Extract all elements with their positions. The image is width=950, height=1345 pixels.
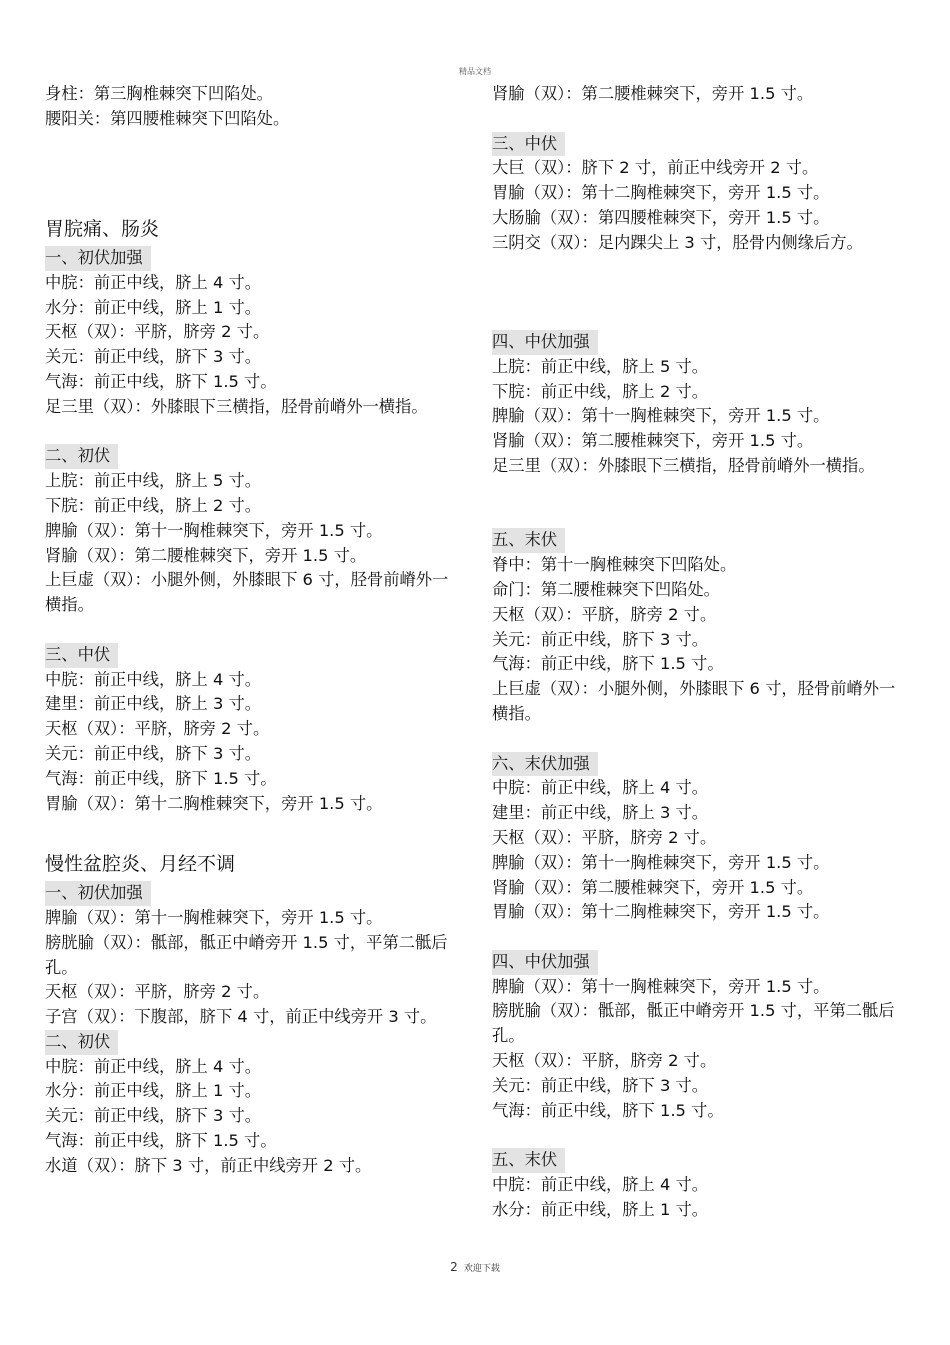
acupoint-line: 天枢（双）：平脐，脐旁 2 寸。	[45, 322, 270, 342]
acupoint-line: 足三里（双）：外膝眼下三横指，胫骨前嵴外一横指。	[45, 396, 428, 416]
stage-heading-row	[492, 132, 906, 157]
stage-heading: 一、初伏加强	[45, 881, 151, 906]
spacer	[492, 107, 906, 132]
spacer	[492, 479, 906, 504]
acupoint-line: 足三里（双）：外膝眼下三横指，胫骨前嵴外一横指。	[492, 455, 875, 475]
stage-heading-row	[45, 444, 463, 469]
acupoint-line: 肾腧（双）：第二腰椎棘突下，旁开 1.5 寸。	[45, 545, 367, 565]
acupoint-line: 肾腧（双）：第二腰椎棘突下，旁开 1.5 寸。	[492, 84, 814, 103]
acupoint-line: 气海：前正中线，脐下 1.5 寸。	[45, 1131, 277, 1151]
stage-heading: 五、末伏	[492, 1148, 565, 1173]
acupoint-line: 上巨虚（双）：小腿外侧，外膝眼下 6 寸，胫骨前嵴外一横指。	[492, 679, 896, 723]
stage-heading: 六、末伏加强	[492, 752, 598, 777]
acupoint-line: 气海：前正中线，脐下 1.5 寸。	[492, 654, 724, 674]
acupoint-line: 脾腧（双）：第十一胸椎棘突下，旁开 1.5 寸。	[45, 907, 383, 927]
spacer	[45, 156, 463, 181]
acupoint-line: 中脘：前正中线，脐上 4 寸。	[492, 778, 709, 798]
acupoint-line: 下脘：前正中线，脐上 2 寸。	[492, 381, 709, 401]
acupoint-line: 身柱：第三胸椎棘突下凹陷处。	[45, 84, 273, 103]
acupoint-line: 关元：前正中线，脐下 3 寸。	[45, 743, 262, 763]
acupoint-line: 胃腧（双）：第十二胸椎棘突下，旁开 1.5 寸。	[45, 793, 383, 813]
acupoint-line: 中脘：前正中线，脐上 4 寸。	[45, 1056, 262, 1076]
spacer	[45, 618, 463, 643]
section-title: 胃脘痛、肠炎	[45, 217, 160, 240]
acupoint-line: 胃腧（双）：第十二胸椎棘突下，旁开 1.5 寸。	[492, 183, 830, 203]
spacer	[492, 305, 906, 330]
footer-text: 欢迎下载	[463, 1264, 500, 1274]
acupoint-line: 上脘：前正中线，脐上 5 寸。	[492, 356, 709, 376]
acupoint-line: 上脘：前正中线，脐上 5 寸。	[45, 471, 262, 491]
spacer	[492, 504, 906, 529]
stage-heading: 三、中伏	[45, 643, 118, 668]
page-footer	[0, 1260, 950, 1274]
acupoint-line: 脾腧（双）：第十一胸椎棘突下，旁开 1.5 寸。	[492, 976, 830, 996]
right-column	[492, 82, 906, 1223]
acupoint-line: 关元：前正中线，脐下 3 寸。	[45, 347, 262, 367]
acupoint-line: 大巨（双）：脐下 2 寸，前正中线旁开 2 寸。	[492, 158, 819, 178]
acupoint-line: 脾腧（双）：第十一胸椎棘突下，旁开 1.5 寸。	[492, 852, 830, 872]
stage-heading-row	[45, 643, 463, 668]
acupoint-line: 膀胱腧（双）：骶部，骶正中嵴旁开 1.5 寸，平第二骶后孔。	[45, 932, 448, 977]
acupoint-line: 肾腧（双）：第二腰椎棘突下，旁开 1.5 寸。	[492, 877, 814, 897]
stage-heading: 四、中伏加强	[492, 330, 598, 355]
acupoint-line: 建里：前正中线，脐上 3 寸。	[45, 694, 262, 714]
stage-heading: 二、初伏	[45, 1030, 118, 1055]
stage-heading: 三、中伏	[492, 132, 565, 157]
spacer	[492, 727, 906, 752]
acupoint-line: 建里：前正中线，脐上 3 寸。	[492, 803, 709, 823]
spacer	[45, 181, 463, 206]
stage-heading-row	[492, 330, 906, 355]
spacer	[492, 925, 906, 950]
acupoint-line: 膀胱腧（双）：骶部，骶正中嵴旁开 1.5 寸，平第二骶后孔。	[492, 1001, 895, 1046]
stage-heading-row	[45, 1030, 463, 1055]
acupoint-line: 大肠腧（双）：第四腰椎棘突下，旁开 1.5 寸。	[492, 207, 830, 227]
acupoint-line: 天枢（双）：平脐，脐旁 2 寸。	[492, 604, 717, 624]
acupoint-line: 中脘：前正中线，脐上 4 寸。	[492, 1175, 709, 1195]
page-number: 2	[450, 1260, 458, 1274]
stage-heading: 五、末伏	[492, 528, 565, 553]
stage-heading: 二、初伏	[45, 444, 118, 469]
acupoint-line: 气海：前正中线，脐下 1.5 寸。	[492, 1100, 724, 1120]
stage-heading-row	[492, 528, 906, 553]
page-header: 精品文档	[459, 67, 491, 76]
acupoint-line: 天枢（双）：平脐，脐旁 2 寸。	[45, 982, 270, 1002]
acupoint-line: 脾腧（双）：第十一胸椎棘突下，旁开 1.5 寸。	[45, 520, 383, 540]
spacer	[45, 816, 463, 841]
acupoint-line: 命门：第二腰椎棘突下凹陷处。	[492, 579, 720, 599]
stage-heading-row	[492, 950, 906, 975]
spacer	[492, 1123, 906, 1148]
acupoint-line: 气海：前正中线，脐下 1.5 寸。	[45, 768, 277, 788]
acupoint-line: 三阴交（双）：足内踝尖上 3 寸，胫骨内侧缘后方。	[492, 232, 863, 252]
acupoint-line: 腰阳关：第四腰椎棘突下凹陷处。	[45, 108, 290, 128]
spacer	[492, 280, 906, 305]
stage-heading: 一、初伏加强	[45, 246, 151, 271]
spacer	[492, 256, 906, 281]
acupoint-line: 关元：前正中线，脐下 3 寸。	[45, 1106, 262, 1126]
acupoint-line: 肾腧（双）：第二腰椎棘突下，旁开 1.5 寸。	[492, 431, 814, 451]
acupoint-line: 天枢（双）：平脐，脐旁 2 寸。	[492, 1051, 717, 1071]
stage-heading-row	[45, 246, 463, 271]
acupoint-line: 水分：前正中线，脐上 1 寸。	[492, 1199, 709, 1219]
acupoint-line: 气海：前正中线，脐下 1.5 寸。	[45, 371, 277, 391]
stage-heading-row	[45, 881, 463, 906]
left-column	[45, 82, 463, 1179]
acupoint-line: 关元：前正中线，脐下 3 寸。	[492, 1075, 709, 1095]
section-title: 慢性盆腔炎、月经不调	[45, 853, 236, 876]
acupoint-line: 中脘：前正中线，脐上 4 寸。	[45, 272, 262, 292]
acupoint-line: 脊中：第十一胸椎棘突下凹陷处。	[492, 555, 737, 575]
acupoint-line: 水道（双）：脐下 3 寸，前正中线旁开 2 寸。	[45, 1155, 372, 1175]
acupoint-line: 中脘：前正中线，脐上 4 寸。	[45, 669, 262, 689]
acupoint-line: 胃腧（双）：第十二胸椎棘突下，旁开 1.5 寸。	[492, 902, 830, 922]
acupoint-line: 子宫（双）：下腹部，脐下 4 寸，前正中线旁开 3 寸。	[45, 1007, 437, 1027]
acupoint-line: 上巨虚（双）：小腿外侧，外膝眼下 6 寸，胫骨前嵴外一横指。	[45, 570, 449, 615]
acupoint-line: 天枢（双）：平脐，脐旁 2 寸。	[492, 827, 717, 847]
acupoint-line: 水分：前正中线，脐上 1 寸。	[45, 1081, 262, 1101]
stage-heading-row	[492, 1148, 906, 1173]
spacer	[45, 132, 463, 157]
acupoint-line: 下脘：前正中线，脐上 2 寸。	[45, 495, 262, 515]
stage-heading-row	[492, 752, 906, 777]
spacer	[45, 420, 463, 445]
acupoint-line: 关元：前正中线，脐下 3 寸。	[492, 629, 709, 649]
acupoint-line: 水分：前正中线，脐上 1 寸。	[45, 297, 262, 317]
acupoint-line: 天枢（双）：平脐，脐旁 2 寸。	[45, 719, 270, 739]
stage-heading: 四、中伏加强	[492, 950, 598, 975]
acupoint-line: 脾腧（双）：第十一胸椎棘突下，旁开 1.5 寸。	[492, 406, 830, 426]
